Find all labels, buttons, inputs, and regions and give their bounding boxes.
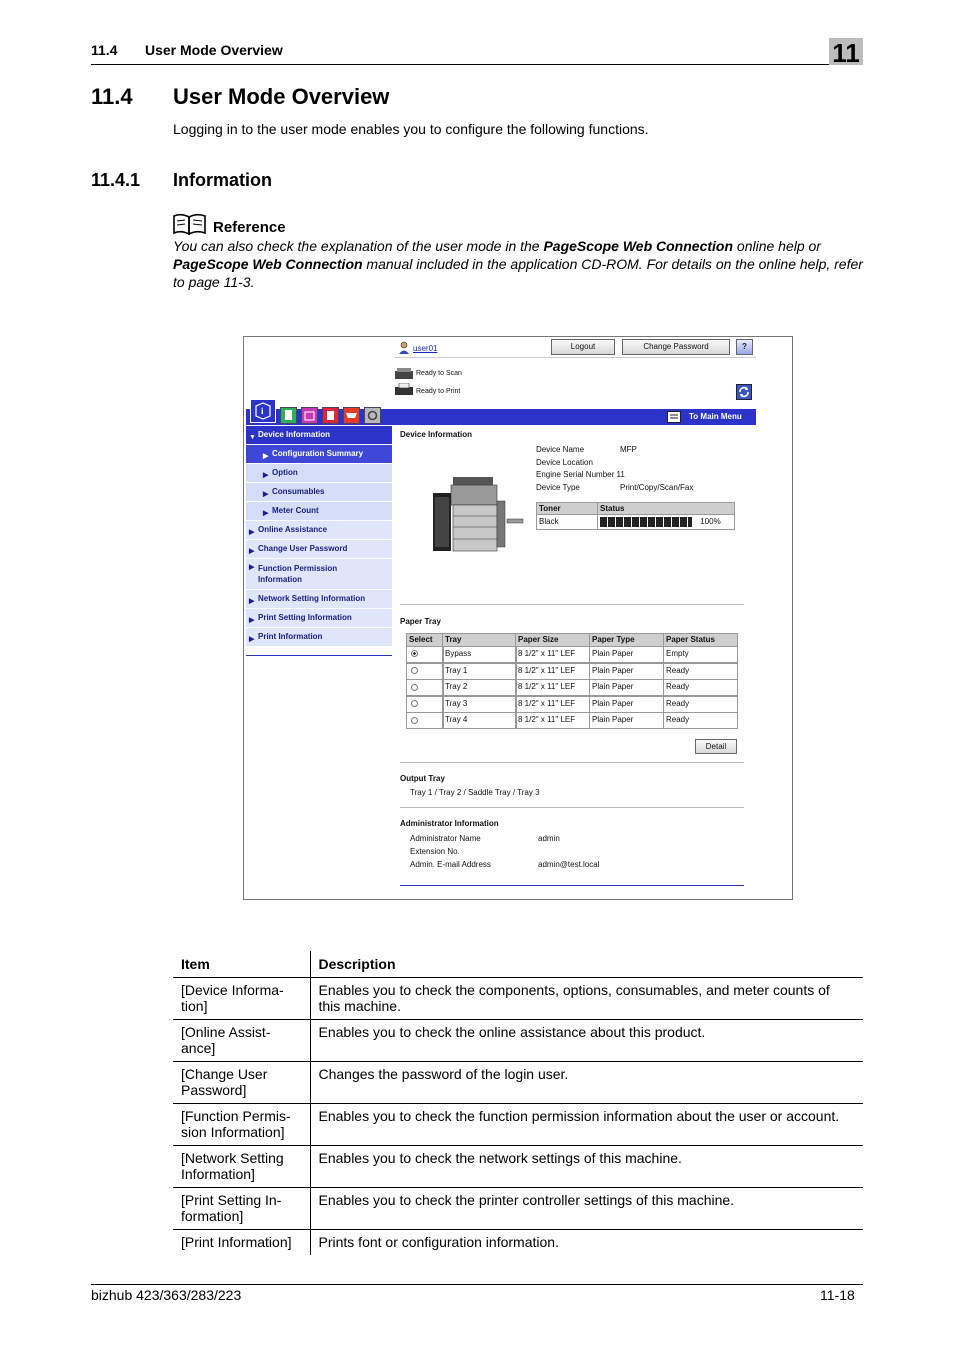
- device-information-heading: Device Information: [400, 430, 473, 439]
- reference-text-part: You can also check the explanation of the user mode in the: [173, 238, 544, 254]
- radio-button-icon[interactable]: [411, 700, 418, 707]
- nav-network-setting-information[interactable]: [246, 590, 392, 609]
- table-row: [173, 1019, 863, 1061]
- paper-select-header: Select: [406, 633, 444, 647]
- table-row: [173, 1061, 863, 1103]
- information-tab-icon: [251, 400, 275, 422]
- nav-label: Meter Count: [272, 506, 319, 515]
- section-number: 11.4: [91, 84, 133, 109]
- description-column-header: Description: [310, 951, 863, 977]
- triangle-right-icon: ▶: [249, 636, 255, 643]
- item-cell: [Change User Password]: [173, 1061, 310, 1103]
- toner-level-cell: [597, 514, 735, 530]
- to-main-menu-link[interactable]: To Main Menu: [689, 412, 742, 421]
- user-name-link[interactable]: user01: [413, 344, 438, 353]
- reference-text: [173, 237, 863, 291]
- scanner-icon: [394, 367, 414, 380]
- radio-button-icon[interactable]: [411, 684, 418, 691]
- page-number: 11-18: [820, 1287, 855, 1303]
- change-password-button[interactable]: Change Password: [622, 339, 730, 355]
- direct-print-tab-icon: [323, 408, 338, 423]
- extension-label: Extension No.: [410, 847, 460, 856]
- paper-paper-size-cell: 8 1/2" x 11" LEF: [515, 679, 590, 696]
- paper-tray-heading: Paper Tray: [400, 617, 441, 626]
- printer-icon: [394, 383, 414, 396]
- address-tab-icon: [344, 408, 359, 423]
- nav-label: Configuration Summary: [272, 449, 364, 458]
- triangle-right-icon: ▶: [249, 617, 255, 624]
- table-row: [173, 977, 863, 1019]
- mfp-device-image: [431, 471, 527, 555]
- header-section-number: 11.4: [91, 42, 118, 58]
- subsection-title-text: Information: [173, 170, 272, 190]
- nav-print-information[interactable]: [246, 628, 392, 647]
- item-cell: [Function Permis-sion Information]: [173, 1103, 310, 1145]
- job-tab-icon: [281, 408, 296, 423]
- table-row: [173, 1145, 863, 1187]
- device-name-label: Device Name: [536, 445, 585, 454]
- triangle-right-icon: ▶: [249, 598, 255, 605]
- tab-box[interactable]: [301, 407, 318, 424]
- nav-label: Online Assistance: [258, 525, 328, 534]
- nav-print-setting-information[interactable]: [246, 609, 392, 628]
- nav-label: Print Information: [258, 632, 323, 641]
- paper-paper-size-cell: 8 1/2" x 11" LEF: [515, 663, 590, 680]
- box-tab-icon: [302, 408, 317, 423]
- tray-select-radio[interactable]: [406, 696, 444, 713]
- administrator-heading: Administrator Information: [400, 819, 499, 828]
- nav-label: Change User Password: [258, 544, 348, 553]
- paper-paper-type-header: Paper Type: [589, 633, 664, 647]
- reference-label: Reference: [213, 219, 286, 236]
- triangle-right-icon: ▶: [249, 529, 255, 536]
- item-cell: [Online Assist-ance]: [173, 1019, 310, 1061]
- output-tray-value: Tray 1 / Tray 2 / Saddle Tray / Tray 3: [410, 788, 540, 797]
- radio-button-icon[interactable]: [411, 667, 418, 674]
- tray-select-radio[interactable]: [406, 712, 444, 729]
- triangle-right-icon: ▶: [263, 491, 269, 498]
- paper-paper-type-cell: Plain Paper: [589, 663, 664, 680]
- footer-rule: [91, 1284, 863, 1285]
- description-cell: Enables you to check the function permission information about the user or account.: [310, 1103, 863, 1145]
- paper-tray-header: Tray: [442, 633, 517, 647]
- description-cell: Enables you to check the network settings of this machine.: [310, 1145, 863, 1187]
- nav-option[interactable]: [246, 464, 392, 483]
- footer-model: bizhub 423/363/283/223: [91, 1287, 242, 1303]
- admin-email-label: Admin. E-mail Address: [410, 860, 491, 869]
- device-type-value: Print/Copy/Scan/Fax: [620, 483, 694, 492]
- item-cell: [Network Setting Information]: [173, 1145, 310, 1187]
- description-cell: Enables you to check the printer controller settings of this machine.: [310, 1187, 863, 1229]
- intro-paragraph: Logging in to the user mode enables you to configure the following functions.: [173, 121, 649, 137]
- tray-select-radio[interactable]: [406, 663, 444, 680]
- item-cell: [Print Setting In-formation]: [173, 1187, 310, 1229]
- triangle-right-icon: ▶: [263, 472, 269, 479]
- table-header-row: [173, 951, 863, 977]
- help-button[interactable]: ?: [736, 339, 753, 355]
- tray-select-radio[interactable]: [406, 646, 444, 663]
- nav-consumables[interactable]: [246, 483, 392, 502]
- paper-tray-cell: Tray 4: [442, 712, 517, 729]
- scan-status: Ready to Scan: [416, 370, 462, 377]
- admin-name-label: Administrator Name: [410, 834, 481, 843]
- tab-information[interactable]: [250, 399, 276, 423]
- engine-serial-value: 11: [616, 470, 625, 479]
- device-name-value: MFP: [620, 445, 637, 454]
- nav-label: Device Information: [258, 430, 331, 439]
- device-location-label: Device Location: [536, 458, 593, 467]
- paper-tray-cell: Tray 2: [442, 679, 517, 696]
- paper-paper-status-cell: Ready: [663, 712, 738, 729]
- toner-level-label: 100%: [700, 517, 721, 526]
- paper-paper-type-cell: Plain Paper: [589, 712, 664, 729]
- triangle-right-icon: ▶: [263, 453, 269, 460]
- main-menu-icon: [667, 411, 681, 423]
- functions-table: [173, 951, 863, 1255]
- engine-serial-label: [536, 470, 625, 479]
- admin-email-value: admin@test.local: [538, 860, 600, 869]
- output-tray-heading: Output Tray: [400, 774, 445, 783]
- paper-tray-cell: Tray 3: [442, 696, 517, 713]
- subsection-number: 11.4.1: [91, 170, 141, 190]
- triangle-right-icon: ▶: [249, 548, 255, 555]
- reference-product-name: PageScope Web Connection: [543, 238, 734, 254]
- toner-color: Black: [536, 514, 598, 530]
- description-cell: Changes the password of the login user.: [310, 1061, 863, 1103]
- triangle-right-icon: ▶: [263, 510, 269, 517]
- toner-header: Toner: [536, 502, 598, 515]
- logout-button[interactable]: Logout: [551, 339, 615, 355]
- nav-change-user-password[interactable]: [246, 540, 392, 559]
- paper-paper-status-cell: Ready: [663, 679, 738, 696]
- paper-paper-status-cell: Ready: [663, 696, 738, 713]
- section-title: [91, 84, 389, 110]
- book-icon: [172, 213, 207, 235]
- refresh-icon[interactable]: [736, 384, 752, 400]
- nav-label: Consumables: [272, 487, 325, 496]
- admin-name-value: admin: [538, 834, 560, 843]
- item-cell: [Device Informa-tion]: [173, 977, 310, 1019]
- svg-text:i: i: [261, 406, 264, 416]
- table-row: [173, 1229, 863, 1255]
- nav-configuration-summary[interactable]: [246, 445, 392, 464]
- gear-icon: [365, 408, 380, 423]
- detail-button[interactable]: Detail: [695, 739, 737, 754]
- tab-direct-print[interactable]: [322, 407, 339, 424]
- user-icon: [398, 341, 410, 354]
- nav-label: Function Permission Information: [258, 564, 338, 584]
- tab-settings[interactable]: [364, 407, 381, 424]
- toner-level-bar: [600, 517, 692, 527]
- device-type-label: Device Type: [536, 483, 580, 492]
- paper-paper-size-cell: 8 1/2" x 11" LEF: [515, 646, 590, 663]
- paper-paper-size-header: Paper Size: [515, 633, 590, 647]
- nav-device-information[interactable]: [246, 426, 392, 445]
- tab-job[interactable]: [280, 407, 297, 424]
- nav-online-assistance[interactable]: [246, 521, 392, 540]
- header-rule: [91, 64, 863, 65]
- chapter-number-badge: 11: [829, 38, 863, 65]
- header-section-name: User Mode Overview: [145, 42, 283, 58]
- engine-serial-label-text: Engine Serial Number: [536, 470, 615, 479]
- paper-paper-size-cell: 8 1/2" x 11" LEF: [515, 696, 590, 713]
- paper-paper-size-cell: 8 1/2" x 11" LEF: [515, 712, 590, 729]
- paper-paper-type-cell: Plain Paper: [589, 646, 664, 663]
- description-cell: Prints font or configuration information.: [318, 1233, 559, 1250]
- item-column-header: Item: [173, 951, 310, 977]
- nav-function-permission-information[interactable]: [246, 559, 392, 590]
- triangle-right-icon: ▶: [249, 564, 255, 571]
- web-connection-screenshot: [243, 336, 793, 900]
- section-title-text: User Mode Overview: [173, 84, 390, 109]
- tray-select-radio[interactable]: [406, 679, 444, 696]
- reference-text-part: manual included in the application CD-ROM. For details on the online help, refer to page 11-3.: [173, 256, 863, 290]
- toner-status-header: Status: [597, 502, 735, 515]
- description-cell: Enables you to check the components, options, consumables, and meter counts of this machine.: [310, 977, 863, 1019]
- paper-tray-cell: Tray 1: [442, 663, 517, 680]
- reference-text-part: online help or: [733, 238, 821, 254]
- paper-paper-type-cell: Plain Paper: [589, 679, 664, 696]
- paper-paper-status-cell: Ready: [663, 663, 738, 680]
- nav-label: Option: [272, 468, 298, 477]
- description-cell: Enables you to check the online assistance about this product.: [310, 1019, 863, 1061]
- reference-product-name: PageScope Web Connection: [173, 256, 363, 272]
- paper-paper-status-header: Paper Status: [663, 633, 738, 647]
- radio-button-icon[interactable]: [411, 717, 418, 724]
- paper-paper-type-cell: Plain Paper: [589, 696, 664, 713]
- triangle-down-icon: ▼: [249, 434, 256, 441]
- running-header: [91, 42, 283, 58]
- paper-paper-status-cell: Empty: [663, 646, 738, 663]
- subsection-title: [91, 170, 272, 191]
- radio-button-icon[interactable]: [411, 650, 418, 657]
- item-cell: [Print Information]: [173, 1229, 310, 1255]
- print-status: Ready to Print: [416, 388, 461, 395]
- nav-label: Network Setting Information: [258, 594, 366, 603]
- table-row: [173, 1103, 863, 1145]
- nav-meter-count[interactable]: [246, 502, 392, 521]
- table-row: [173, 1187, 863, 1229]
- paper-tray-cell: Bypass: [442, 646, 517, 663]
- tab-store-address[interactable]: [343, 407, 360, 424]
- nav-label: Print Setting Information: [258, 613, 352, 622]
